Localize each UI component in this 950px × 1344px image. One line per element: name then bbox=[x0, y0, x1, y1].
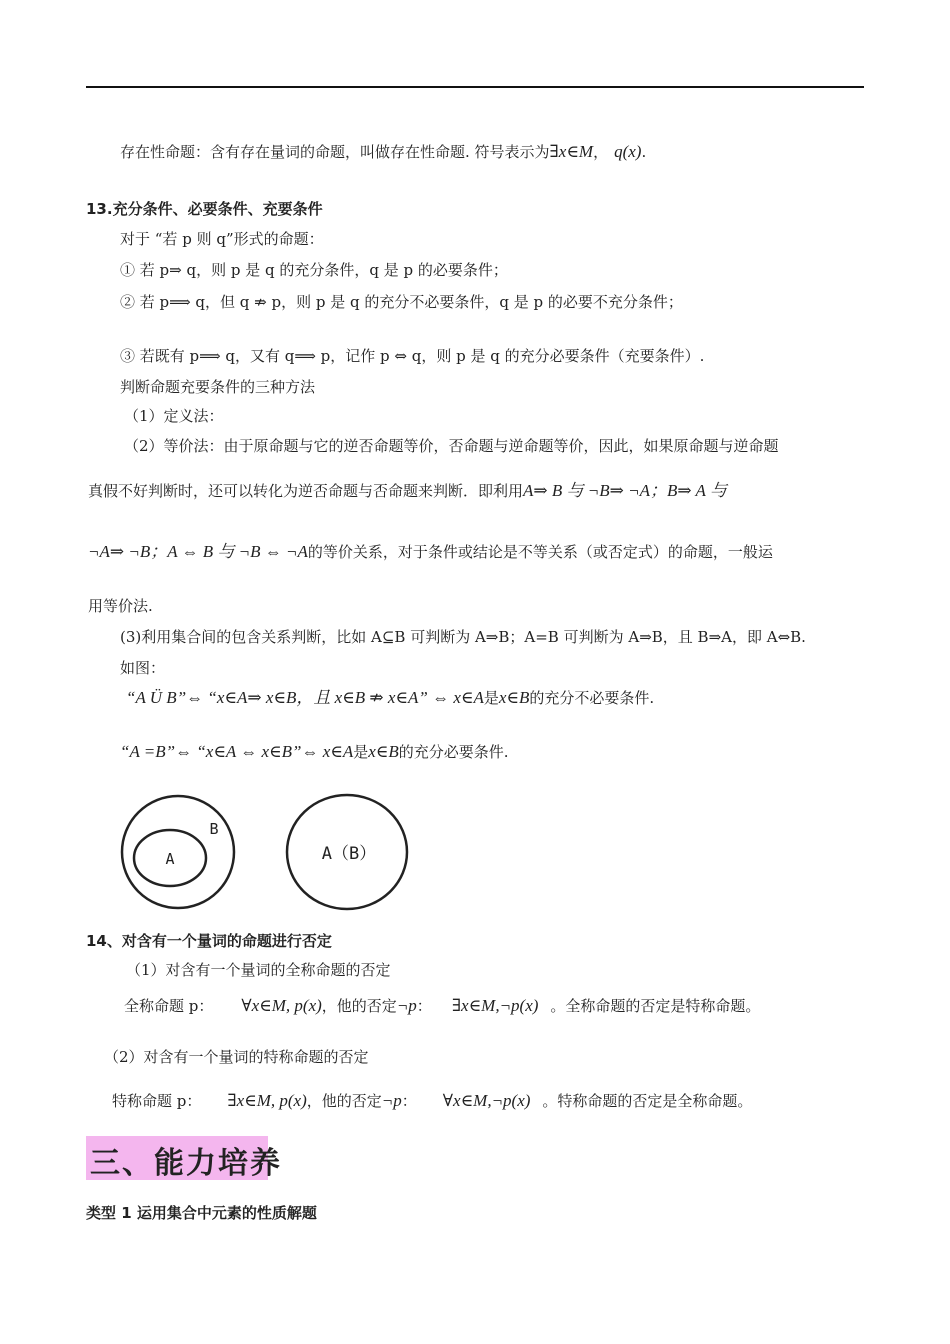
s13-intro: 对于 “若 p 则 q”形式的命题： bbox=[120, 230, 324, 248]
row2-end: 。特称命题的否定是全称命题。 bbox=[542, 1092, 753, 1110]
s14-sub2: （2）对含有一个量词的特称命题的否定 bbox=[104, 1048, 369, 1066]
subset-shi: 是 bbox=[483, 689, 499, 707]
s13-method3: (3)利用集合间的包含关系判断，比如 A⊆B 可判断为 A⇒B；A=B 可判断为 A⇒B，且 B⇒A，即 A⇔B. bbox=[120, 628, 806, 646]
exist-qx: q(x) bbox=[614, 142, 642, 161]
row1-label: 全称命题 p： bbox=[124, 997, 214, 1015]
subset-end: 的充分不必要条件. bbox=[529, 689, 655, 707]
row2-neg: ¬p bbox=[381, 1091, 402, 1110]
s13-method2-formula: A⇒ B 与 ¬B⇒ ¬A；B⇒ A 与 bbox=[523, 481, 727, 500]
s13-item1: ① 若 p⇒ q，则 p 是 q 的充分条件，q 是 p 的必要条件； bbox=[120, 261, 508, 279]
type-1-heading: 类型 1 运用集合中元素的性质解题 bbox=[86, 1204, 317, 1222]
s13-method2-line3 bbox=[88, 542, 773, 562]
exist-formula: ∃x∈M bbox=[549, 142, 594, 161]
section-13-heading: 13.充分条件、必要条件、充要条件 bbox=[86, 200, 323, 218]
s13-method1: （1）定义法： bbox=[124, 407, 224, 425]
s13-method2-text2: 的等价关系，对于条件或结论是不等关系（或否定式）的命题，一般运 bbox=[307, 543, 773, 561]
venn-outer-circle-b bbox=[122, 796, 234, 908]
row2-mid: ，他的否定 bbox=[306, 1092, 382, 1110]
section-3-title: 三、能力培养 bbox=[90, 1146, 282, 1181]
s13-method2-formula2: ¬A⇒ ¬B；A ⇔ B 与 ¬B ⇔ ¬A bbox=[88, 542, 308, 561]
s13-figure-label: 如图： bbox=[120, 659, 166, 677]
venn-label-b: B bbox=[209, 820, 219, 838]
row1-colon: ： bbox=[416, 997, 432, 1015]
row1-end: 。全称命题的否定是特称命题。 bbox=[550, 997, 761, 1015]
section-14-heading: 14、对含有一个量词的命题进行否定 bbox=[86, 932, 332, 950]
row2-colon: ： bbox=[401, 1092, 417, 1110]
venn-label-ab: A（B） bbox=[321, 844, 377, 864]
equal-end: 的充分必要条件. bbox=[398, 743, 509, 761]
row1-forall: ∀x∈M, p(x) bbox=[241, 996, 322, 1015]
s13-equal-line bbox=[120, 742, 509, 762]
venn-subset-diagram bbox=[118, 792, 240, 912]
s13-method2-text: 真假不好判断时，还可以转化为逆否命题与否命题来判断．即利用 bbox=[88, 482, 524, 500]
row2-label: 特称命题 p： bbox=[112, 1092, 202, 1110]
s14-row1 bbox=[124, 996, 760, 1016]
subset-formula2: x∈B bbox=[498, 688, 530, 707]
subset-formula: “A Ü B”⇔ “x∈A⇒ x∈B，且 x∈B ⇏ x∈A” ⇔ x∈A bbox=[126, 688, 484, 707]
s13-method2-line4: 用等价法. bbox=[88, 597, 153, 615]
equal-formula2: x∈B bbox=[368, 742, 399, 761]
exist-comma: ， bbox=[593, 143, 609, 161]
header-rule bbox=[86, 86, 864, 88]
row1-exists: ∃x∈M,¬p(x) bbox=[451, 996, 539, 1015]
s13-method2-line2 bbox=[88, 481, 727, 501]
exist-end: . bbox=[641, 143, 647, 161]
s14-row2 bbox=[112, 1091, 752, 1111]
row2-forall: ∀x∈M,¬p(x) bbox=[442, 1091, 531, 1110]
s14-sub1: （1）对含有一个量词的全称命题的否定 bbox=[126, 961, 391, 979]
s13-methods: 判断命题充要条件的三种方法 bbox=[120, 378, 316, 396]
row1-neg: ¬p bbox=[396, 996, 417, 1015]
s13-item2: ② 若 p⟹ q，但 q ⇏ p，则 p 是 q 的充分不必要条件，q 是 p 的必要不充分条件； bbox=[120, 293, 683, 311]
row1-mid: ，他的否定 bbox=[321, 997, 397, 1015]
venn-equal-diagram bbox=[282, 792, 412, 912]
exist-prop-line bbox=[120, 142, 646, 162]
row2-exists: ∃x∈M, p(x) bbox=[227, 1091, 307, 1110]
equal-shi: 是 bbox=[353, 743, 369, 761]
equal-formula: “A =B”⇔ “x∈A ⇔ x∈B”⇔ x∈A bbox=[120, 742, 354, 761]
s13-method2-line1: （2）等价法：由于原命题与它的逆否命题等价，否命题与逆命题等价，因此，如果原命题与逆命题 bbox=[124, 437, 779, 455]
venn-label-a: A bbox=[165, 850, 175, 868]
s13-subset-line bbox=[126, 688, 654, 708]
s13-item3: ③ 若既有 p⟹ q，又有 q⟹ p，记作 p ⇔ q，则 p 是 q 的充分必要条件（充要条件）. bbox=[120, 347, 705, 365]
exist-prop-text: 存在性命题：含有存在量词的命题，叫做存在性命题. 符号表示为 bbox=[120, 143, 550, 161]
